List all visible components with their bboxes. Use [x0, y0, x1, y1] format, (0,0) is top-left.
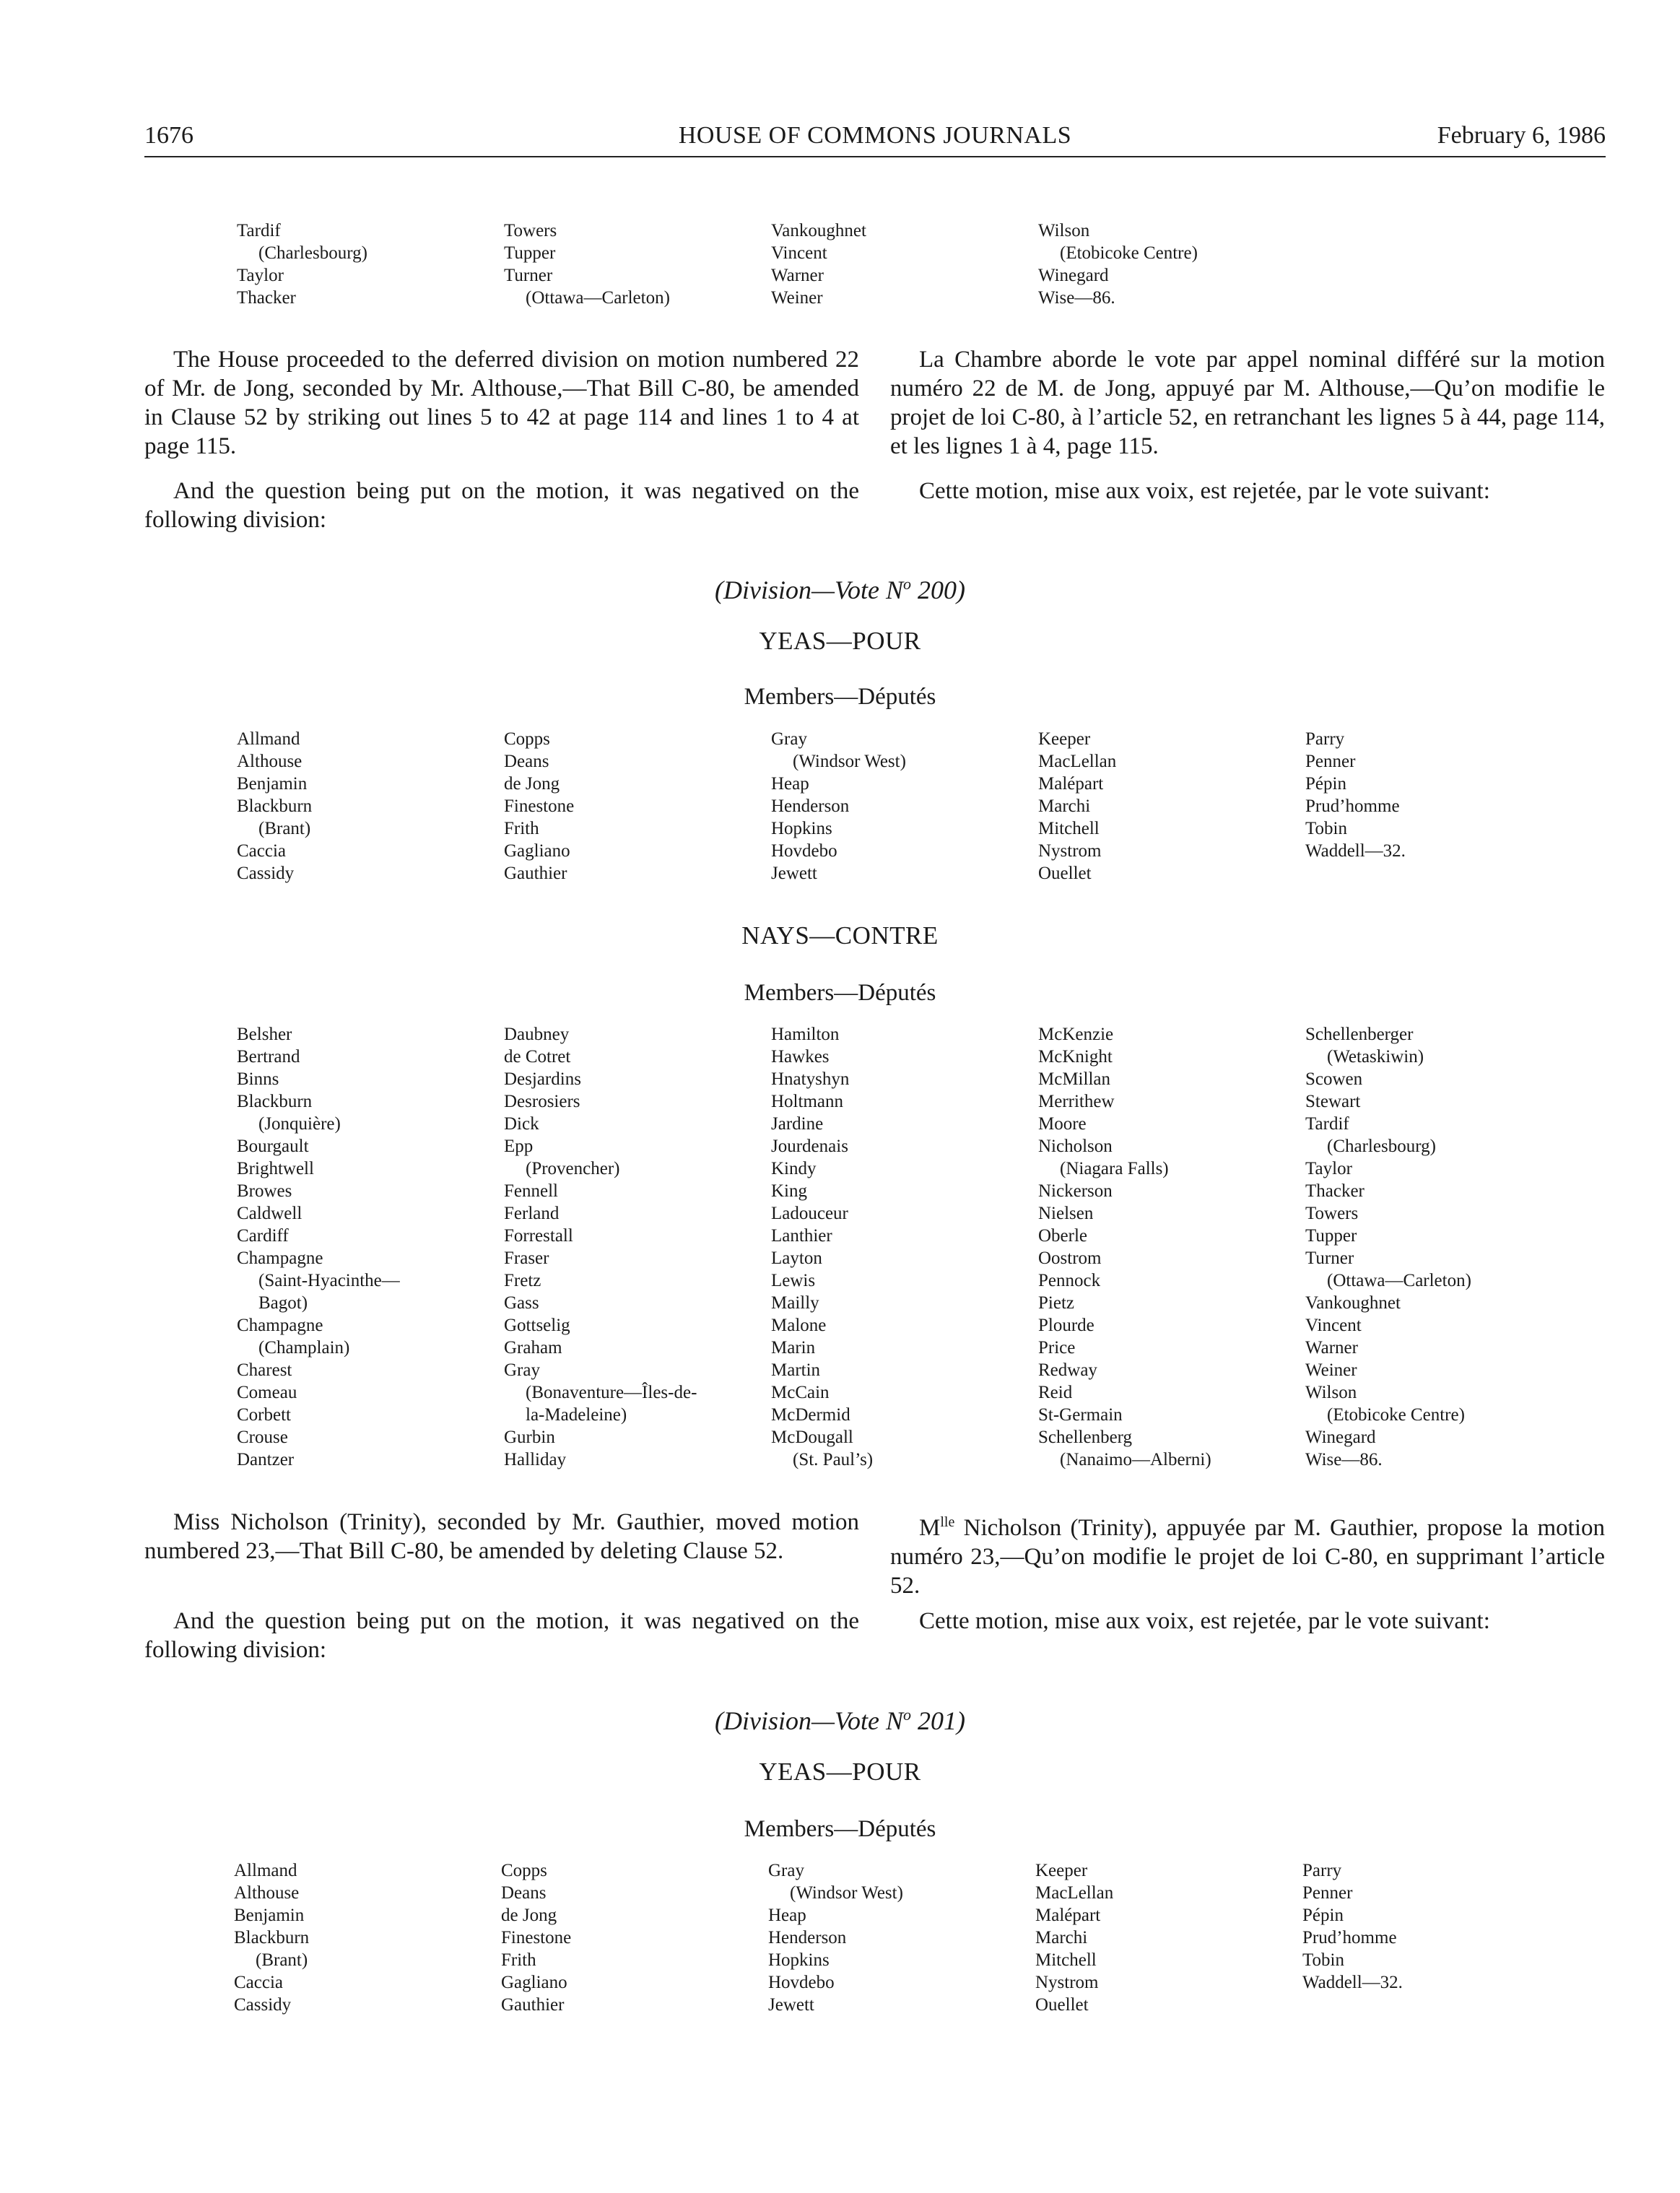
- motion23-french-paragraph: $M^{lle}$ Nicholson (Trinity), appuyée par M. Gauthier, propose la motion numéro 23,—Qu’on modifie le projet de loi C-80, en supprimant l’article 52.: [890, 1514, 1605, 1599]
- member-name: Fretz: [504, 1271, 541, 1290]
- member-name: Stewart: [1305, 1092, 1361, 1111]
- member-name: de Jong: [504, 774, 560, 794]
- member-name: Fennell: [504, 1181, 558, 1201]
- division-201-sup: o: [902, 1706, 911, 1724]
- member-name: Vincent: [771, 243, 827, 263]
- member-name: McMillan: [1038, 1069, 1110, 1089]
- running-header: [144, 121, 1606, 157]
- motion23-english-question: And the question being put on the motion, it was negatived on the following division:: [144, 1608, 859, 1663]
- member-name: (Nanaimo—Alberni): [1060, 1450, 1211, 1469]
- member-name: (Wetaskiwin): [1327, 1047, 1424, 1067]
- member-name: Parry: [1302, 1861, 1342, 1880]
- member-name: Taylor: [237, 266, 284, 285]
- name-column: [771, 1023, 873, 1471]
- member-name: Mitchell: [1035, 1950, 1097, 1970]
- member-name: Blackburn: [237, 1092, 313, 1111]
- member-name: Hopkins: [771, 819, 832, 838]
- member-name: Gass: [504, 1293, 539, 1313]
- member-name: Hovdebo: [768, 1973, 835, 1992]
- member-name: Gray: [504, 1360, 540, 1380]
- motion23-english-paragraph: Miss Nicholson (Trinity), seconded by Mr. Gauthier, moved motion numbered 23,—That Bill C-80, be amended by deleting Clause 52.: [144, 1509, 859, 1564]
- member-name: Schellenberger: [1305, 1025, 1414, 1044]
- member-name: Tobin: [1305, 819, 1347, 838]
- member-name: Allmand: [234, 1861, 297, 1880]
- member-name: Cassidy: [234, 1995, 292, 2015]
- member-name: Nicholson: [1038, 1137, 1113, 1156]
- member-name: Bourgault: [237, 1137, 309, 1156]
- name-column: [1038, 728, 1116, 885]
- member-name: Hopkins: [768, 1950, 830, 1970]
- name-column: [771, 220, 866, 309]
- member-name: de Cotret: [504, 1047, 571, 1067]
- member-name: Henderson: [771, 796, 850, 816]
- member-name: Nielsen: [1038, 1204, 1094, 1223]
- member-name: Belsher: [237, 1025, 292, 1044]
- member-name: Thacker: [237, 288, 296, 308]
- member-name: Pépin: [1302, 1906, 1344, 1925]
- member-name: Frith: [504, 819, 539, 838]
- name-column: [1305, 1023, 1471, 1471]
- member-name: Jewett: [771, 864, 817, 883]
- member-name: Plourde: [1038, 1316, 1094, 1335]
- member-name: Wilson: [1038, 221, 1090, 240]
- division-201-yeas-members-heading: Members—Députés: [744, 1816, 936, 1842]
- member-name: Wise—86.: [1305, 1450, 1383, 1469]
- member-name: Gauthier: [501, 1995, 565, 2015]
- member-name: Heap: [771, 774, 809, 794]
- member-name: Gray: [771, 729, 807, 749]
- member-name: Hawkes: [771, 1047, 830, 1067]
- member-name: Scowen: [1305, 1069, 1363, 1089]
- member-name: Halliday: [504, 1450, 567, 1469]
- member-name: Cassidy: [237, 864, 295, 883]
- top-continuation-list: [237, 220, 1320, 313]
- name-column: [501, 1859, 571, 2016]
- member-name: Hnatyshyn: [771, 1069, 850, 1089]
- member-name: Frith: [501, 1950, 536, 1970]
- name-column: [504, 728, 574, 885]
- member-name: McKenzie: [1038, 1025, 1114, 1044]
- member-name: Ferland: [504, 1204, 560, 1223]
- member-name: Winegard: [1038, 266, 1109, 285]
- motion22-french-question: Cette motion, mise aux voix, est rejetée, par le vote suivant:: [919, 478, 1490, 504]
- member-name: (Charlesbourg): [1327, 1137, 1436, 1156]
- member-name: Redway: [1038, 1360, 1097, 1380]
- member-name: Waddell—32.: [1305, 841, 1406, 861]
- name-column: [234, 1859, 309, 2016]
- member-name: Keeper: [1038, 729, 1091, 749]
- name-column: [768, 1859, 903, 2016]
- member-name: Wise—86.: [1038, 288, 1115, 308]
- division-200-nays-list: [237, 1023, 1609, 1478]
- member-name: Warner: [771, 266, 824, 285]
- member-name: Crouse: [237, 1428, 288, 1447]
- member-name: Turner: [504, 266, 553, 285]
- member-name: Winegard: [1305, 1428, 1376, 1447]
- member-name: Wilson: [1305, 1383, 1357, 1402]
- member-name: Comeau: [237, 1383, 297, 1402]
- member-name: (Windsor West): [790, 1883, 903, 1903]
- member-name: Lanthier: [771, 1226, 832, 1246]
- motion22-french-paragraph: La Chambre aborde le vote par appel nominal différé sur la motion numéro 22 de M. de Jong, appuyé par M. Althouse,—Qu’on modifie le projet de loi C-80, à l’article 52, en retranchant les lignes 5 à 44, page 114, et les lignes 1 à 4, page 115.: [890, 347, 1605, 459]
- member-name: Browes: [237, 1181, 292, 1201]
- member-name: Caccia: [237, 841, 287, 861]
- division-201-yeas-list: [234, 1859, 1606, 2025]
- member-name: Tobin: [1302, 1950, 1344, 1970]
- member-name: Marchi: [1038, 796, 1091, 816]
- member-name: Dick: [504, 1114, 539, 1134]
- member-name: MacLellan: [1035, 1883, 1114, 1903]
- name-column: [1302, 1859, 1403, 1994]
- member-name: Ladouceur: [771, 1204, 848, 1223]
- member-name: Champagne: [237, 1316, 323, 1335]
- member-name: Keeper: [1035, 1861, 1088, 1880]
- journal-date: February 6, 1986: [1437, 122, 1606, 149]
- member-name: Taylor: [1305, 1159, 1352, 1178]
- member-name: Jardine: [771, 1114, 824, 1134]
- motion22-english-question: And the question being put on the motion, it was negatived on the following division:: [144, 478, 859, 533]
- member-name: Tupper: [1305, 1226, 1357, 1246]
- member-name: Althouse: [237, 752, 303, 771]
- name-column: [1038, 220, 1198, 309]
- division-201-heading: (Division—Vote $N^o$ 201): [715, 1706, 965, 1735]
- member-name: Reid: [1038, 1383, 1073, 1402]
- member-name: Jewett: [768, 1995, 814, 2015]
- name-column: [771, 728, 906, 885]
- member-name: Merrithew: [1038, 1092, 1115, 1111]
- member-name: Tupper: [504, 243, 556, 263]
- member-name: St-Germain: [1038, 1405, 1123, 1425]
- member-name: (Champlain): [258, 1338, 350, 1358]
- member-name: (Niagara Falls): [1060, 1159, 1169, 1178]
- member-name: Gottselig: [504, 1316, 570, 1335]
- member-name: Copps: [501, 1861, 547, 1880]
- member-name: Prud’homme: [1305, 796, 1400, 816]
- member-name: (Windsor West): [793, 752, 906, 771]
- member-name: Benjamin: [237, 774, 308, 794]
- member-name: Hamilton: [771, 1025, 840, 1044]
- member-name: (Brant): [256, 1950, 308, 1970]
- member-name: Epp: [504, 1137, 534, 1156]
- member-name: Binns: [237, 1069, 279, 1089]
- member-name: Malépart: [1035, 1906, 1101, 1925]
- member-name: Layton: [771, 1249, 822, 1268]
- member-name: Dantzer: [237, 1450, 295, 1469]
- member-name: Deans: [504, 752, 549, 771]
- motion22-english-paragraph: The House proceeded to the deferred division on motion numbered 22 of Mr. de Jong, seconded by Mr. Althouse,—That Bill C-80, be amended in Clause 52 by striking out lines 5 to 42 at page 114 and lines 1 to 4 at page 115.: [144, 347, 859, 459]
- member-name: (Brant): [258, 819, 311, 838]
- member-name: Cardiff: [237, 1226, 289, 1246]
- member-name: (Ottawa—Carleton): [526, 288, 670, 308]
- member-name: Mitchell: [1038, 819, 1100, 838]
- member-name: Caldwell: [237, 1204, 303, 1223]
- member-name: Pietz: [1038, 1293, 1074, 1313]
- member-name: Finestone: [501, 1928, 572, 1947]
- page-number: 1676: [144, 122, 193, 149]
- member-name: Moore: [1038, 1114, 1087, 1134]
- name-column: [504, 1023, 697, 1471]
- member-name: Martin: [771, 1360, 821, 1380]
- member-name: Holtmann: [771, 1092, 843, 1111]
- member-name: Graham: [504, 1338, 562, 1358]
- member-name: (Ottawa—Carleton): [1327, 1271, 1471, 1290]
- member-name: Heap: [768, 1906, 806, 1925]
- member-name: Schellenberg: [1038, 1428, 1133, 1447]
- member-name: Tardif: [1305, 1114, 1349, 1134]
- member-name: (Etobicoke Centre): [1060, 243, 1198, 263]
- member-name: Daubney: [504, 1025, 570, 1044]
- member-name: Deans: [501, 1883, 547, 1903]
- division-201-yeas-heading: YEAS—POUR: [759, 1758, 921, 1786]
- member-name: Allmand: [237, 729, 300, 749]
- member-name: Malone: [771, 1316, 827, 1335]
- member-name: Penner: [1305, 752, 1356, 771]
- member-name: Gray: [768, 1861, 804, 1880]
- member-name: Towers: [1305, 1204, 1359, 1223]
- member-name: Towers: [504, 221, 557, 240]
- division-200-yeas-members-heading: Members—Députés: [744, 684, 936, 710]
- member-name: Gagliano: [504, 841, 570, 861]
- division-200-sup: o: [902, 575, 911, 593]
- member-name: (Bonaventure—Îles-de-: [526, 1383, 697, 1402]
- member-name: Lewis: [771, 1271, 816, 1290]
- member-name: Bagot): [258, 1293, 308, 1313]
- member-name: McCain: [771, 1383, 830, 1402]
- member-name: Vankoughnet: [1305, 1293, 1401, 1313]
- name-column: [1035, 1859, 1113, 2016]
- member-name: Nystrom: [1038, 841, 1102, 861]
- member-name: (St. Paul’s): [793, 1450, 874, 1469]
- member-name: Weiner: [771, 288, 823, 308]
- member-name: Ouellet: [1038, 864, 1092, 883]
- member-name: Henderson: [768, 1928, 847, 1947]
- member-name: (Jonquière): [258, 1114, 341, 1134]
- member-name: Price: [1038, 1338, 1076, 1358]
- member-name: Jourdenais: [771, 1137, 848, 1156]
- member-name: Oostrom: [1038, 1249, 1102, 1268]
- member-name: Champagne: [237, 1249, 323, 1268]
- name-column: [1038, 1023, 1211, 1471]
- division-200-yeas-list: [237, 728, 1609, 894]
- member-name: Warner: [1305, 1338, 1358, 1358]
- member-name: McDougall: [771, 1428, 853, 1447]
- name-column: [237, 220, 367, 309]
- member-name: Hovdebo: [771, 841, 837, 861]
- member-name: Prud’homme: [1302, 1928, 1397, 1947]
- member-name: Malépart: [1038, 774, 1104, 794]
- member-name: McDermid: [771, 1405, 850, 1425]
- member-name: Vincent: [1305, 1316, 1362, 1335]
- member-name: Corbett: [237, 1405, 291, 1425]
- member-name: Turner: [1305, 1249, 1354, 1268]
- member-name: la-Madeleine): [526, 1405, 627, 1425]
- member-name: Blackburn: [237, 796, 313, 816]
- member-name: Caccia: [234, 1973, 284, 1992]
- member-name: de Jong: [501, 1906, 557, 1925]
- journal-title: HOUSE OF COMMONS JOURNALS: [678, 122, 1072, 149]
- member-name: Bertrand: [237, 1047, 300, 1067]
- member-name: Desrosiers: [504, 1092, 580, 1111]
- member-name: Mailly: [771, 1293, 819, 1313]
- member-name: Parry: [1305, 729, 1345, 749]
- member-name: (Charlesbourg): [258, 243, 367, 263]
- member-name: (Provencher): [526, 1159, 620, 1178]
- member-name: Desjardins: [504, 1069, 581, 1089]
- member-name: Brightwell: [237, 1159, 314, 1178]
- member-name: (Etobicoke Centre): [1327, 1405, 1465, 1425]
- member-name: Marin: [771, 1338, 816, 1358]
- member-name: Charest: [237, 1360, 292, 1380]
- member-name: Forrestall: [504, 1226, 573, 1246]
- member-name: Gagliano: [501, 1973, 567, 1992]
- division-200-nays-heading: NAYS—CONTRE: [741, 921, 939, 950]
- member-name: (Saint-Hyacinthe—: [258, 1271, 400, 1290]
- division-200-nays-members-heading: Members—Députés: [744, 980, 936, 1006]
- member-name: Fraser: [504, 1249, 549, 1268]
- member-name: Blackburn: [234, 1928, 310, 1947]
- member-name: Nystrom: [1035, 1973, 1099, 1992]
- name-column: [237, 728, 312, 885]
- member-name: McKnight: [1038, 1047, 1113, 1067]
- member-name: Waddell—32.: [1302, 1973, 1403, 1992]
- member-name: Oberle: [1038, 1226, 1088, 1246]
- member-name: Marchi: [1035, 1928, 1088, 1947]
- member-name: Thacker: [1305, 1181, 1365, 1201]
- member-name: Copps: [504, 729, 550, 749]
- member-name: King: [771, 1181, 807, 1201]
- member-name: Tardif: [237, 221, 281, 240]
- member-name: Pennock: [1038, 1271, 1101, 1290]
- name-column: [1305, 728, 1406, 862]
- division-200-heading: (Division—Vote $N^o$ 200): [715, 575, 965, 604]
- member-name: Weiner: [1305, 1360, 1357, 1380]
- member-name: Gauthier: [504, 864, 567, 883]
- member-name: Gurbin: [504, 1428, 555, 1447]
- member-name: Kindy: [771, 1159, 817, 1178]
- member-name: Finestone: [504, 796, 575, 816]
- member-name: Vankoughnet: [771, 221, 866, 240]
- motion23-french-question: Cette motion, mise aux voix, est rejetée, par le vote suivant:: [919, 1608, 1490, 1634]
- division-200-yeas-heading: YEAS—POUR: [759, 627, 921, 655]
- member-name: MacLellan: [1038, 752, 1117, 771]
- member-name: Benjamin: [234, 1906, 305, 1925]
- member-name: Penner: [1302, 1883, 1353, 1903]
- member-name: Nickerson: [1038, 1181, 1113, 1201]
- member-name: Ouellet: [1035, 1995, 1089, 2015]
- member-name: Althouse: [234, 1883, 300, 1903]
- member-name: Pépin: [1305, 774, 1346, 794]
- name-column: [504, 220, 670, 309]
- name-column: [237, 1023, 400, 1471]
